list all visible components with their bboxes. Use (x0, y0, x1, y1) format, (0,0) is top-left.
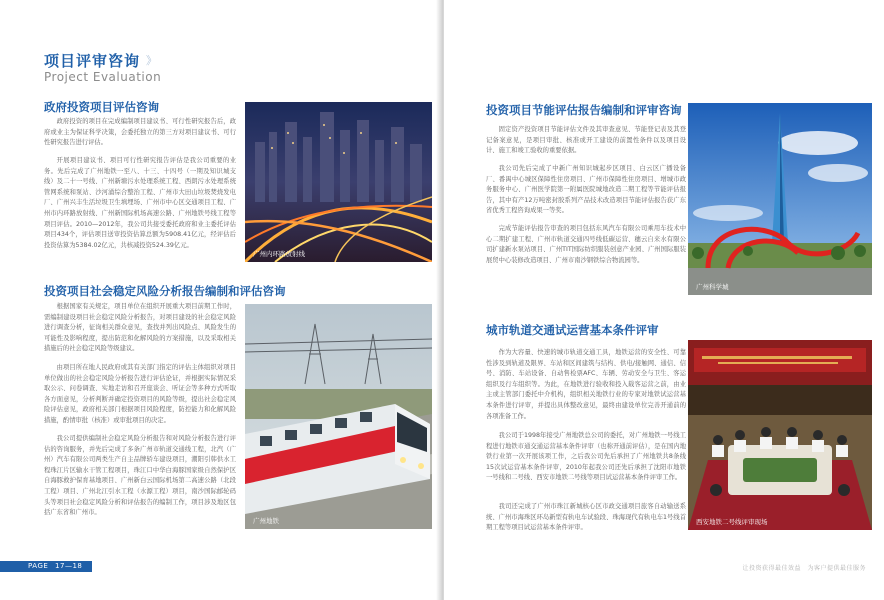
metro-train-photo (245, 304, 432, 529)
gov-investment-title: 政府投资项目评估咨询 (44, 100, 159, 114)
social-stability-para-2: 由项目所在地人民政府或其有关部门指定的评估主体组织对项目单位做出的社会稳定风险分析报告进行评估论证，并根据实际情况采取公示、问卷调查、实地走访和召开座谈会、听证会等多种方式听取各方面意见，分析判断并确定投资项目的风险等级，提出社会稳定风险评估意见，政府相关部门根据项目风险程度，防控能力和化解风险措施，酌情审批（核准）或审批项目的决定。 (44, 364, 236, 424)
social-stability-para-3: 我公司提供编制社会稳定风险分析报告和对风险分析报告进行评估的咨询服务，并先后完成了多条广州市轨道交通线工程，北汽（广州）汽车有限公司两类生产自主品牌轿车建设项目，潮阳引韩供水工程珠江片区输水干管工程项目，珠江口中华白海豚国家级自然保护区自海豚救护保育基地项目、广州新白云国际机场第二高速公路（北段工程）项目、广州北江引水工程（水源工程）项目，南沙国际邮轮码头等项目社会稳定风险分析和评估报告的编制工作，项目涉及地区包括广东省和广州市。 (44, 435, 236, 517)
gov-investment-para-2: 开展项目建议书、项目可行性研究报告评估是我公司重要的业务。先后完成了广州地铁一至八、十三、十四号（一期及知识城支线）及二十一号线、广州新塘污水处理系统工程、西朗污水处理系统管网系统和泵站、沙河涌综合整治工程、广州市大田山垃圾焚烧发电厂、广州兴丰生活垃圾卫生填埋场、广州市中心区交通项目工程、广州市内环路放射线、广州新国际机场高速公路、广州地铁号线工程等项目评估。2010—2012年，我公司共接受委托政府和业主委托评估项目434个，评估项目送审投资估算总额为5908.41亿元，经评估后投资估算为5384.02亿元，共核减投资524.39亿元。 (44, 157, 236, 249)
footer-slogan: 让投资获得最佳效益 为客户提供最佳服务 (742, 565, 866, 572)
page-numbers: 17—18 (55, 562, 83, 570)
rail-transit-title: 城市轨道交通试运营基本条件评审 (486, 323, 659, 337)
left-page (0, 0, 440, 600)
photo-caption: 西安地铁二号线评审现场 (696, 518, 768, 526)
gov-investment-para-1: 政府投资的项目在完成编制项目建议书、可行性研究报告后，政府或业主为保证科学决策，会委托独立的第三方对项目建议书、可行性研究报告进行评估。 (44, 118, 236, 147)
energy-assessment-para-3: 完成节能评估报告审查的项目包括东风汽车有限公司乘用车技术中心二期扩建工程、广州市轨道交通四号线低碳运营、穗云自来水有限公司扩建新水泵站项目、广州TIT国际纺织服装创意产业园、广州国际服装展贸中心装修改造项目、广州市南沙钢铁综合物流园等。 (486, 225, 686, 264)
social-stability-para-1: 根据国家有关规定，项目单位在组织开展重大项目前期工作时，需编制建设项目社会稳定风险分析报告，对项目建设的社会稳定风险进行调查分析，征询相关群众意见，查找并列出风险点、风险发生的可能性及影响程度，提出防范和化解风险的方案措施，以及采取相关措施后的社会稳定风险等级建议。 (44, 303, 236, 353)
science-city-photo (688, 103, 872, 295)
inner-ring-road-photo (245, 102, 432, 262)
rail-transit-para-2: 我公司于1998年接受广州地铁总公司的委托，对广州地铁一号线工程进行地铁市通交通运营基本条件评审（也称开通前评估），是在国内地铁行业第一次开展该项工作，之后我公司先后承担了广州地铁共8条线15次试运营基本条件评审，2010年起我公司还先后承担了沈阳市地铁一号线和二号线、西安市地铁二号线等项目试运营基本条件评审工作。 (486, 432, 686, 482)
photo-caption: 广州科学城 (696, 283, 729, 291)
page-label: PAGE (28, 562, 49, 570)
energy-assessment-para-2: 我公司先后完成了中新广州知识城起步区项目、白云区广播设备厂、番禺中心城区保障性住房项目、广州市保障性住房项目、增城市政务服务中心、广州医学院第一附属医院城地改造二期工程等节能评估报告，其中有产12万吨密封胶系列产品技术改造项目节能评估报告获广东省优秀工程咨询成果一等奖。 (486, 165, 686, 215)
metro-review-meeting-photo (688, 340, 872, 530)
section-subheading: Project Evaluation (44, 70, 162, 84)
chevron-right-icon: 》 (146, 54, 157, 67)
social-stability-title: 投资项目社会稳定风险分析报告编制和评估咨询 (44, 284, 286, 298)
energy-assessment-para-1: 固定资产投资项目节能评估文件及其审查意见、节能登记表及其登记备案意见，是项目审批、核准或开工建设的前置性条件以及项目设计、施工和竣工验收的重要依据。 (486, 126, 686, 155)
right-page (444, 0, 884, 600)
photo-caption: 广州内环路放射线 (253, 250, 305, 258)
energy-assessment-title: 投资项目节能评估报告编制和评审咨询 (486, 103, 682, 117)
page-number (28, 562, 82, 570)
rail-transit-para-3: 我司还完成了广州市珠江新城核心区市政交通项目旅客自动输送系统、广州市海珠区环岛新型有轨电车试验段、珠海现代有轨电车1号线首期工程等项目试运营基本条件评审。 (486, 503, 686, 532)
photo-caption: 广州地铁 (253, 517, 279, 525)
section-heading: 项目评审咨询 (44, 52, 141, 70)
rail-transit-para-1: 作为大容量、快速的城市轨道交通工具，地铁运营的安全性、可靠性涉及到轨道及限界、车站和区间建筑与结构、供电/接触网、通信、信号、消防、车站设备、自动售检票AFC、车辆、劳动安全与卫生、客运组织及行车组织等。为此，在地铁进行验收和投入载客运营之前，由业主或主管部门委托中介机构，组织相关地铁行业的专家对地铁试运营基本条件进行评审，并提出具体整改意见，最终由建设单位完善开通前的各项准备工作。 (486, 349, 686, 420)
